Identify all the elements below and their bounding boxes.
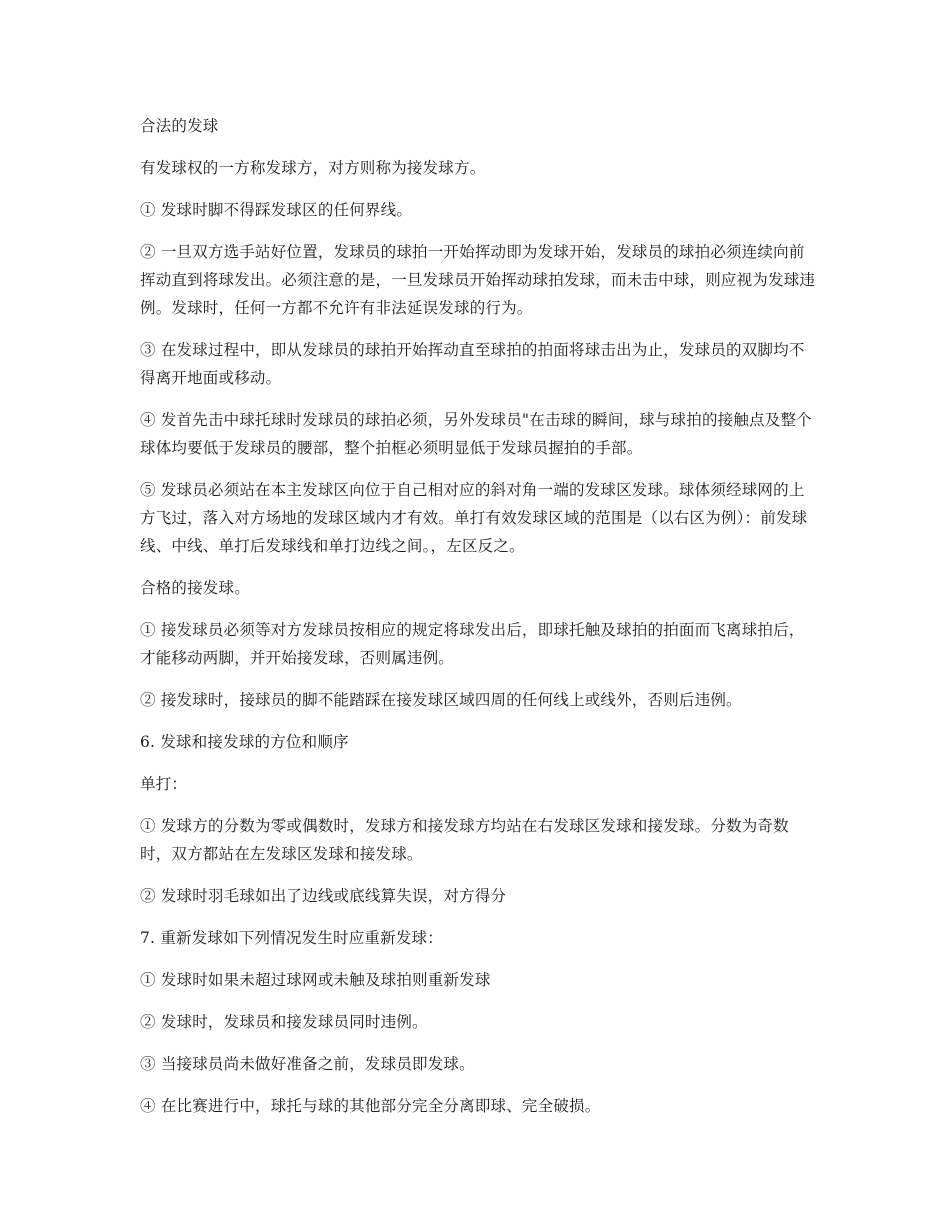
- rule-item: ① 接发球员必须等对方发球员按相应的规定将球发出后，即球托触及球拍的拍面而飞离球拍后，才能移动两脚，并开始接发球，否则属违例。: [140, 621, 805, 667]
- rule-item: ③ 当接球员尚未做好准备之前，发球员即发球。: [140, 1055, 475, 1073]
- rule-item: ② 接发球时，接球员的脚不能踏踩在接发球区域四周的任何线上或线外，否则后违例。: [140, 691, 742, 709]
- section-heading-legal-serve: 合法的发球: [140, 117, 219, 135]
- rule-item: ⑤ 发球员必须站在本主发球区向位于自己相对应的斜对角一端的发球区发球。球体须经球网的上方飞过，落入对方场地的发球区域内才有效。单打有效发球区域的范围是（以右区为例）：前发球线、中线、单打后发球线和单打边线之间。，左区反之。: [140, 481, 808, 555]
- rule-item: ④ 在比赛进行中，球托与球的其他部分完全分离即球、完全破损。: [140, 1097, 601, 1115]
- section-heading-legal-receive: 合格的接发球。: [140, 579, 250, 597]
- section-heading-serve-order: 6. 发球和接发球的方位和顺序: [140, 733, 349, 751]
- paragraph: 有发球权的一方称发球方，对方则称为接发球方。: [140, 159, 486, 177]
- rule-item: ② 发球时羽毛球如出了边线或底线算失误，对方得分: [140, 887, 507, 905]
- rule-item: ① 发球时如果未超过球网或未触及球拍则重新发球: [140, 971, 491, 989]
- rule-item: ② 发球时，发球员和接发球员同时违例。: [140, 1013, 428, 1031]
- rule-item: ③ 在发球过程中，即从发球员的球拍开始挥动直至球拍的拍面将球击出为止，发球员的双脚均不得离开地面或移动。: [140, 341, 805, 387]
- document-page: [140, 112, 820, 1134]
- section-heading-reserve: 7. 重新发球如下列情况发生时应重新发球：: [140, 929, 443, 947]
- rule-item: ① 发球时脚不得踩发球区的任何界线。: [140, 201, 413, 219]
- rule-item: ① 发球方的分数为零或偶数时，发球方和接发球方均站在右发球区发球和接发球。分数为奇数时，双方都站在左发球区发球和接发球。: [140, 817, 789, 863]
- rule-item: ④ 发首先击中球托球时发球员的球拍必须，另外发球员"在击球的瞬间，球与球拍的接触点及整个球体均要低于发球员的腰部，整个拍框必须明显低于发球员握拍的手部。: [140, 411, 812, 457]
- rule-item: ② 一旦双方选手站好位置，发球员的球拍一开始挥动即为发球开始，发球员的球拍必须连续向前挥动直到将球发出。必须注意的是，一旦发球员开始挥动球拍发球，而未击中球，则应视为发球违例。发球时，任何一方都不允许有非法延误发球的行为。: [140, 243, 816, 317]
- subheading-singles: 单打：: [140, 775, 188, 793]
